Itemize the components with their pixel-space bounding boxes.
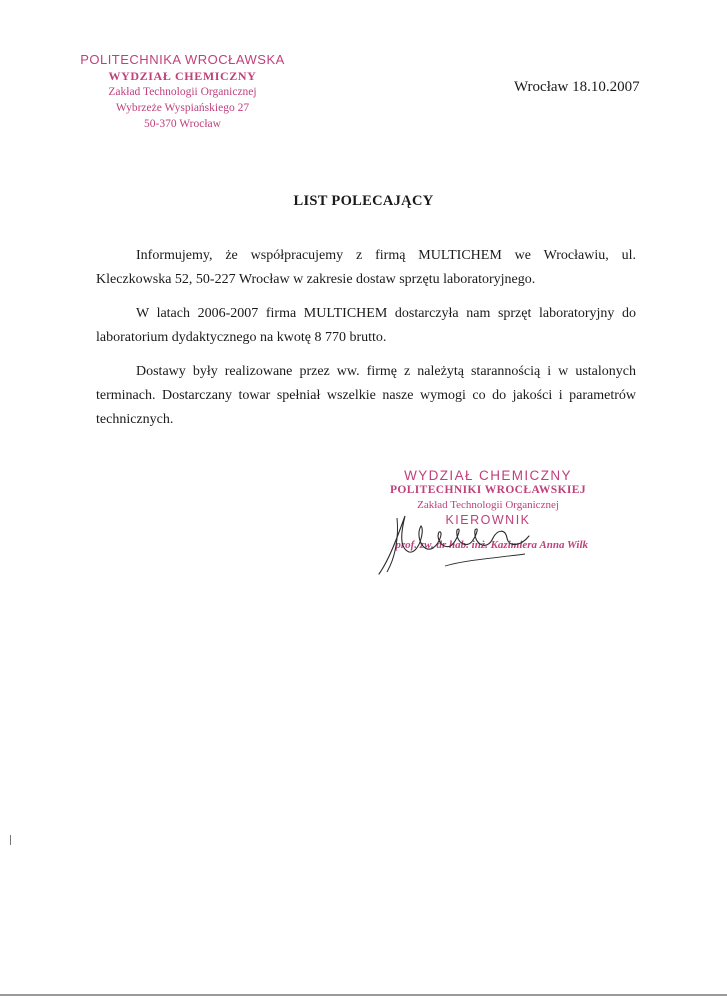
stamp-postal-city: 50-370 Wrocław bbox=[144, 118, 221, 130]
sig-stamp-faculty: WYDZIAŁ CHEMICZNY bbox=[404, 468, 572, 483]
sig-stamp-name: prof. zw. dr hab. inż. Kazimiera Anna Wilk bbox=[395, 539, 588, 551]
paragraph-deliveries: W latach 2006-2007 firma MULTICHEM dostarczyła nam sprzęt laboratoryjny do laboratorium dydaktycznego na kwotę 8 770 brutto. bbox=[96, 306, 636, 345]
stamp-department: Zakład Technologii Organicznej bbox=[108, 86, 257, 98]
paragraph-quality: Dostawy były realizowane przez ww. firmę z należytą starannością i w ustalonych terminach. Dostarczany towar spełniał wszelkie nasze wymogi co do jakości i parametrów technicznych. bbox=[96, 364, 636, 427]
scan-bottom-edge bbox=[0, 994, 727, 996]
handwritten-signature bbox=[375, 508, 550, 576]
sig-stamp-university: POLITECHNIKI WROCŁAWSKIEJ bbox=[389, 484, 587, 496]
stamp-faculty: WYDZIAŁ CHEMICZNY bbox=[108, 69, 257, 83]
letter-title: LIST POLECAJĄCY bbox=[293, 193, 434, 209]
sig-stamp-role: KIEROWNIK bbox=[445, 513, 531, 527]
institution-stamp bbox=[70, 52, 295, 132]
paragraph-cooperation: Informujemy, że współpracujemy z firmą MULTICHEM we Wrocławiu, ul. Kleczkowska 52, 50-227 Wrocław w zakresie dostaw sprzętu laboratoryjnego. bbox=[96, 248, 636, 287]
letter-date: Wrocław 18.10.2007 bbox=[514, 79, 640, 95]
scan-edge-mark bbox=[10, 835, 11, 845]
stamp-university: POLITECHNIKA WROCŁAWSKA bbox=[80, 52, 285, 67]
sig-stamp-department: Zakład Technologii Organicznej bbox=[417, 499, 559, 511]
stamp-street: Wybrzeże Wyspiańskiego 27 bbox=[115, 102, 250, 114]
letter-body bbox=[96, 244, 636, 442]
